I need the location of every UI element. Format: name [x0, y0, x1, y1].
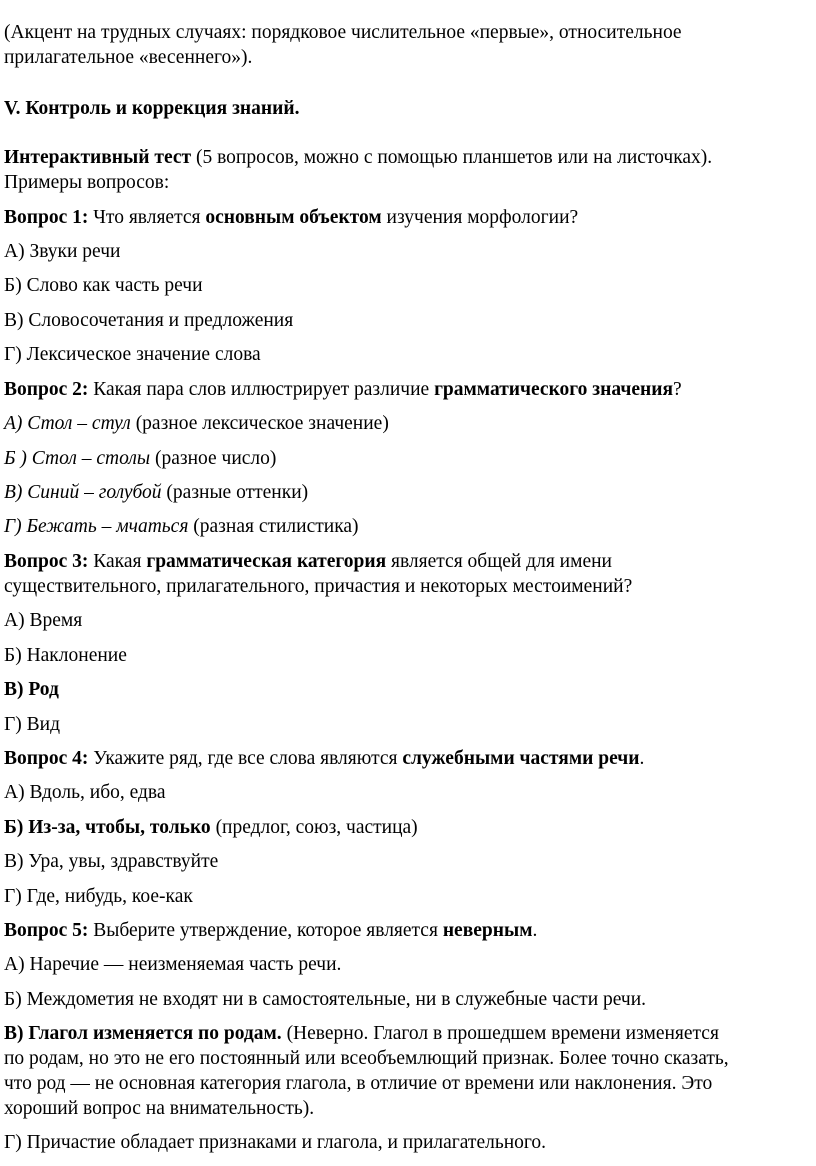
q2-option-a-pair: А) Стол – стул [4, 413, 131, 434]
question-5-label: Вопрос 5: [4, 920, 89, 941]
question-5-text: Выберите утверждение, которое является [88, 920, 443, 941]
q3-option-c-text: В) Род [4, 679, 59, 700]
question-2-label: Вопрос 2: [4, 379, 89, 400]
q2-option-d-pair: Г) Бежать – мчаться [4, 516, 189, 537]
q2-option-c-pair: В) Синий – голубой [4, 482, 162, 503]
intro-line-2: прилагательное «весеннего»). [4, 47, 253, 68]
question-3-line-2: существительного, прилагательного, причастия и некоторых местоимений? [4, 576, 633, 597]
q2-option-c [4, 481, 308, 505]
q2-option-d [4, 515, 359, 539]
q2-option-a-note: (разное лексическое значение) [130, 413, 389, 434]
question-5-key-term: неверным [442, 920, 533, 941]
question-2-key-term: грамматического значения [434, 379, 674, 400]
q3-option-a: А) Время [4, 610, 83, 631]
question-2 [4, 378, 682, 402]
intro-line-1: (Акцент на трудных случаях: порядковое числительное «первые», относительное [4, 22, 682, 43]
question-1-text-end: изучения морфологии? [381, 207, 579, 228]
q2-option-a [4, 412, 389, 436]
q2-option-b-pair: Б ) Стол – столы [4, 448, 151, 469]
q1-option-b: Б) Слово как часть речи [4, 275, 203, 296]
question-3-label: Вопрос 3: [4, 551, 89, 572]
q1-option-a: А) Звуки речи [4, 241, 121, 262]
q3-option-c-correct [4, 678, 59, 702]
section-title-text: V. Контроль и коррекция знаний. [4, 98, 300, 119]
test-description: (5 вопросов, можно с помощью планшетов или на листочках). [191, 147, 713, 168]
question-2-text: Какая пара слов иллюстрирует различие [88, 379, 435, 400]
question-5-text-end: . [532, 920, 538, 941]
q5-option-c-line-3: что род — не основная категория глагола, в отличие от времени или наклонения. Это [4, 1073, 713, 1094]
q5-option-c-line-2: по родам, но это не его постоянный или всеобъемлющий признак. Более точно сказать, [4, 1048, 729, 1069]
question-1 [4, 206, 578, 230]
q2-option-d-note: (разная стилистика) [188, 516, 359, 537]
q5-option-c-explanation: (Неверно. Глагол в прошедшем времени изменяется [281, 1023, 719, 1044]
q3-option-d: Г) Вид [4, 714, 61, 735]
question-4-key-term: служебными частями речи [402, 748, 640, 769]
question-4-label: Вопрос 4: [4, 748, 89, 769]
question-3-text: Какая [88, 551, 147, 572]
question-1-label: Вопрос 1: [4, 207, 89, 228]
question-4-text: Укажите ряд, где все слова являются [88, 748, 403, 769]
q2-option-b-note: (разное число) [150, 448, 277, 469]
test-description-line-2: Примеры вопросов: [4, 172, 170, 193]
q2-option-c-note: (разные оттенки) [161, 482, 309, 503]
question-2-text-end: ? [673, 379, 682, 400]
q1-option-c: В) Словосочетания и предложения [4, 310, 294, 331]
question-3-text-end: является общей для имени [386, 551, 612, 572]
question-1-text: Что является [88, 207, 206, 228]
q1-option-d: Г) Лексическое значение слова [4, 344, 261, 365]
q4-option-b-correct [4, 816, 418, 840]
question-4 [4, 747, 644, 771]
q3-option-b: Б) Наклонение [4, 645, 127, 666]
question-3-key-term: грамматическая категория [146, 551, 387, 572]
q5-option-b: Б) Междометия не входят ни в самостоятельные, ни в служебные части речи. [4, 989, 647, 1010]
q4-option-d: Г) Где, нибудь, кое-как [4, 886, 193, 907]
q5-option-d: Г) Причастие обладает признаками и глагола, и прилагательного. [4, 1132, 547, 1153]
q4-option-b-words: Б) Из-за, чтобы, только [4, 817, 211, 838]
q5-option-c-statement: В) Глагол изменяется по родам. [4, 1023, 282, 1044]
q4-option-b-note: (предлог, союз, частица) [210, 817, 418, 838]
question-1-key-term: основным объектом [205, 207, 382, 228]
q5-option-c-correct [4, 1022, 719, 1046]
q2-option-b [4, 447, 276, 471]
q5-option-c-line-4: хороший вопрос на внимательность). [4, 1098, 315, 1119]
question-3 [4, 550, 612, 574]
q4-option-a: А) Вдоль, ибо, едва [4, 782, 166, 803]
test-description-line-1 [4, 146, 712, 170]
test-label: Интерактивный тест [4, 147, 192, 168]
q4-option-c: В) Ура, увы, здравствуйте [4, 851, 219, 872]
question-5 [4, 919, 537, 943]
q5-option-a: А) Наречие — неизменяемая часть речи. [4, 954, 342, 975]
section-title [4, 97, 299, 121]
question-4-text-end: . [639, 748, 645, 769]
